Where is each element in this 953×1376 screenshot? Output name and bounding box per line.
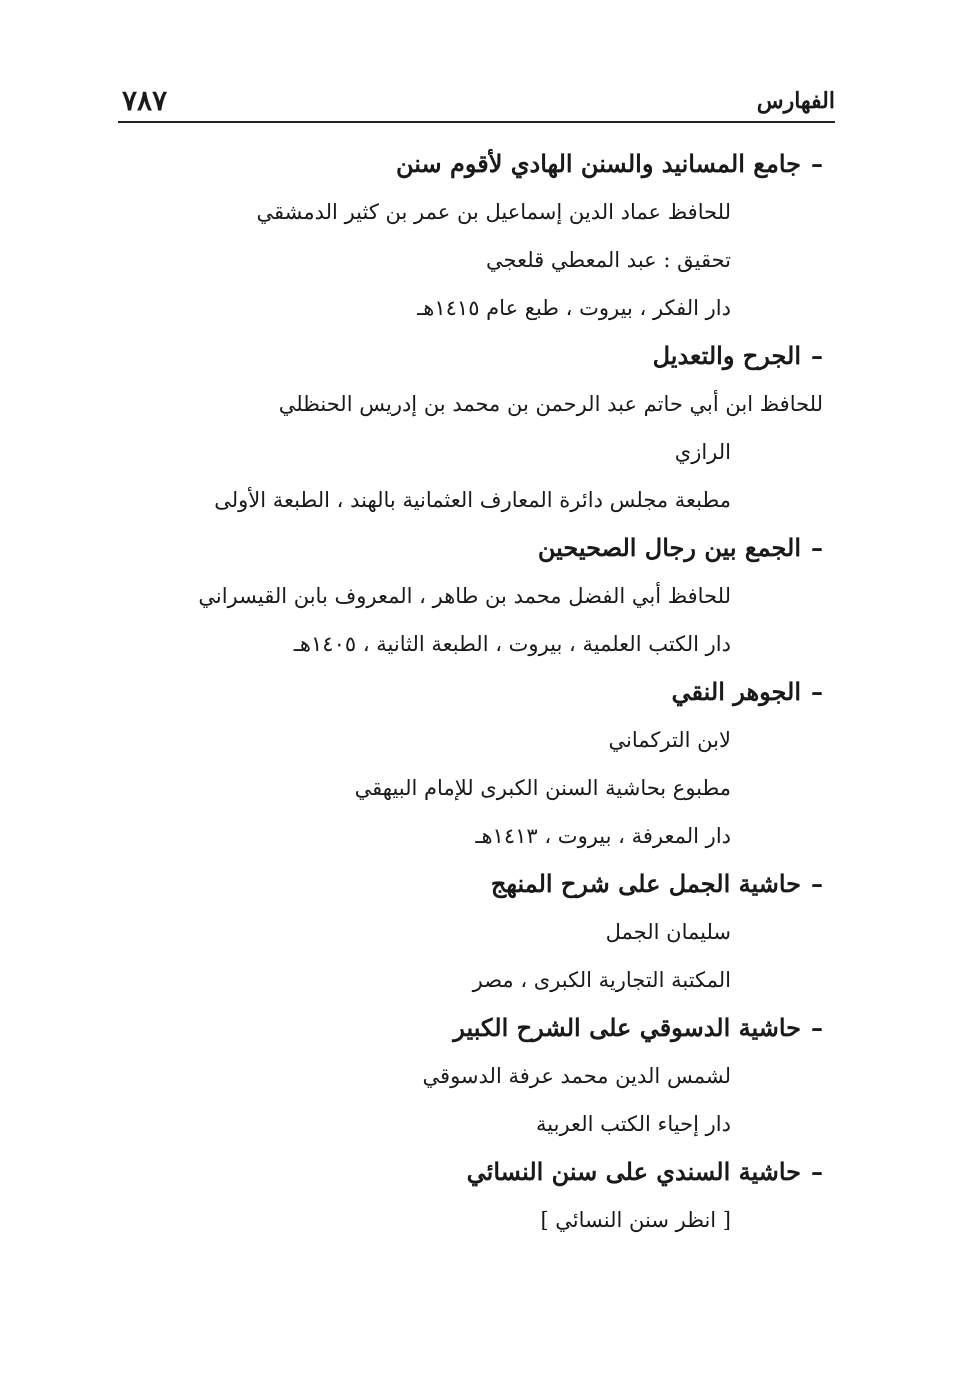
entry-title: –جامع المسانيد والسنن الهادي لأقوم سنن bbox=[395, 149, 823, 178]
page-header bbox=[118, 82, 835, 122]
entry-publisher: دار إحياء الكتب العربية bbox=[536, 1112, 731, 1136]
section-title: الفهارس bbox=[756, 88, 835, 114]
entry-author: لابن التركماني bbox=[608, 728, 731, 752]
entry-author: للحافظ عماد الدين إسماعيل بن عمر بن كثير الدمشقي bbox=[256, 200, 731, 224]
index-entry bbox=[118, 668, 823, 860]
header-rule bbox=[118, 121, 835, 123]
entry-title: –الجمع بين رجال الصحيحين bbox=[537, 533, 823, 562]
entry-editor: تحقيق : عبد المعطي قلعجي bbox=[486, 248, 731, 272]
page-number: ٧٨٧ bbox=[122, 84, 168, 117]
entry-title: –حاشية السندي على سنن النسائي bbox=[466, 1157, 823, 1186]
entry-publisher: مطبعة مجلس دائرة المعارف العثمانية بالهند ، الطبعة الأولى bbox=[214, 488, 731, 512]
entry-title: –الجوهر النقي bbox=[671, 677, 823, 706]
index-entry bbox=[118, 140, 823, 332]
entry-publisher: المكتبة التجارية الكبرى ، مصر bbox=[472, 968, 731, 992]
index-entry bbox=[118, 524, 823, 668]
index-entries bbox=[118, 140, 823, 1244]
entry-publisher: دار الفكر ، بيروت ، طبع عام ١٤١٥هـ bbox=[417, 296, 731, 320]
index-entry bbox=[118, 1004, 823, 1148]
entry-cross-reference: [ انظر سنن النسائي ] bbox=[540, 1208, 731, 1232]
entry-author: سليمان الجمل bbox=[605, 920, 731, 944]
entry-author: للحافظ أبي الفضل محمد بن طاهر ، المعروف بابن القيسراني bbox=[198, 584, 731, 608]
entry-title: –الجرح والتعديل bbox=[652, 341, 823, 370]
entry-publisher: دار الكتب العلمية ، بيروت ، الطبعة الثانية ، ١٤٠٥هـ bbox=[293, 632, 731, 656]
entry-author: لشمس الدين محمد عرفة الدسوقي bbox=[422, 1064, 731, 1088]
index-entry bbox=[118, 1148, 823, 1244]
entry-author-continued: الرازي bbox=[674, 440, 731, 464]
index-entry bbox=[118, 860, 823, 1004]
entry-author: للحافظ ابن أبي حاتم عبد الرحمن بن محمد بن إدريس الحنظلي bbox=[278, 392, 823, 416]
entry-title: –حاشية الجمل على شرح المنهج bbox=[490, 869, 823, 898]
entry-note: مطبوع بحاشية السنن الكبرى للإمام البيهقي bbox=[354, 776, 731, 800]
entry-title: –حاشية الدسوقي على الشرح الكبير bbox=[453, 1013, 823, 1042]
index-entry bbox=[118, 332, 823, 524]
entry-publisher: دار المعرفة ، بيروت ، ١٤١٣هـ bbox=[475, 824, 731, 848]
